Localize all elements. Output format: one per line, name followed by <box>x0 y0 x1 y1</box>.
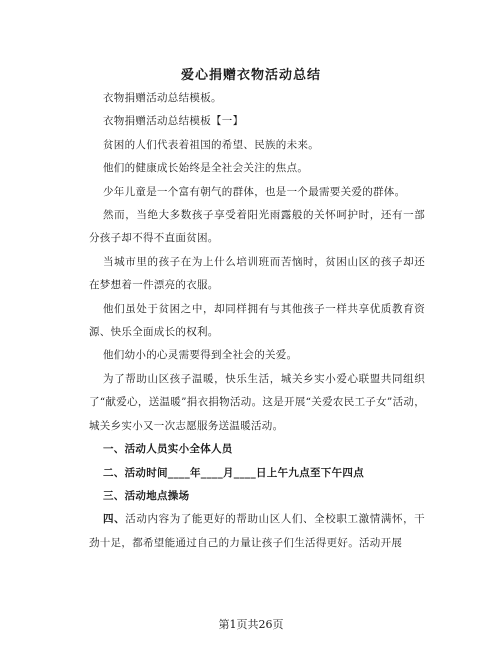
paragraph: 少年儿童是一个富有朝气的群体，也是一个最需要关爱的群体。 <box>103 185 406 198</box>
paragraph: 为了帮助山区孩子温暖，快乐生活，城关乡实小爱心联盟共同组织了“献爱心，送温暖”捐衣捐物活动。这是开展“关爱农民工子女”活动，城关乡实小又一次志愿服务送温暖活动。 <box>89 372 425 432</box>
paragraph: 然而，当绝大多数孩子享受着阳光雨露般的关怀呵护时，还有一部分孩子却不得不直面贫困。 <box>89 209 425 245</box>
paragraph: 衣物捐赠活动总结模板。 <box>103 92 222 104</box>
paragraph: 他们幼小的心灵需要得到全社会的关爱。 <box>103 349 298 362</box>
paragraph: 他们虽处于贫困之中，却同样拥有与其他孩子一样共享优质教育资源、快乐全面成长的权利。 <box>89 302 425 339</box>
section-heading: 二、活动时间____年____月____日上午九点至下午四点 <box>103 466 364 479</box>
document-title: 爱心捐赠衣物活动总结 <box>180 68 321 83</box>
paragraph: 他们的健康成长始终是全社会关注的焦点。 <box>103 162 309 175</box>
section-heading: 三、活动地点操场 <box>103 489 190 502</box>
section-heading: 一、活动人员实小全体人员 <box>103 443 233 456</box>
paragraph: 贫困的人们代表着祖国的希望、民族的未来。 <box>103 138 319 151</box>
document-body <box>89 87 425 555</box>
paragraph: 四、活动内容为了能更好的帮助山区人们、全校职工激情满怀，干劲十足，都希望能通过自己的力量让孩子们生活得更好。活动开展 <box>89 513 425 549</box>
paragraph: 衣物捐赠活动总结模板【一】 <box>103 115 244 128</box>
paragraph: 当城市里的孩子在为上什么培训班而苦恼时，贫困山区的孩子却还在梦想着一件漂亮的衣服。 <box>89 255 425 292</box>
section-number: 四、 <box>103 513 126 526</box>
page-number: 第1页共26页 <box>218 618 284 631</box>
